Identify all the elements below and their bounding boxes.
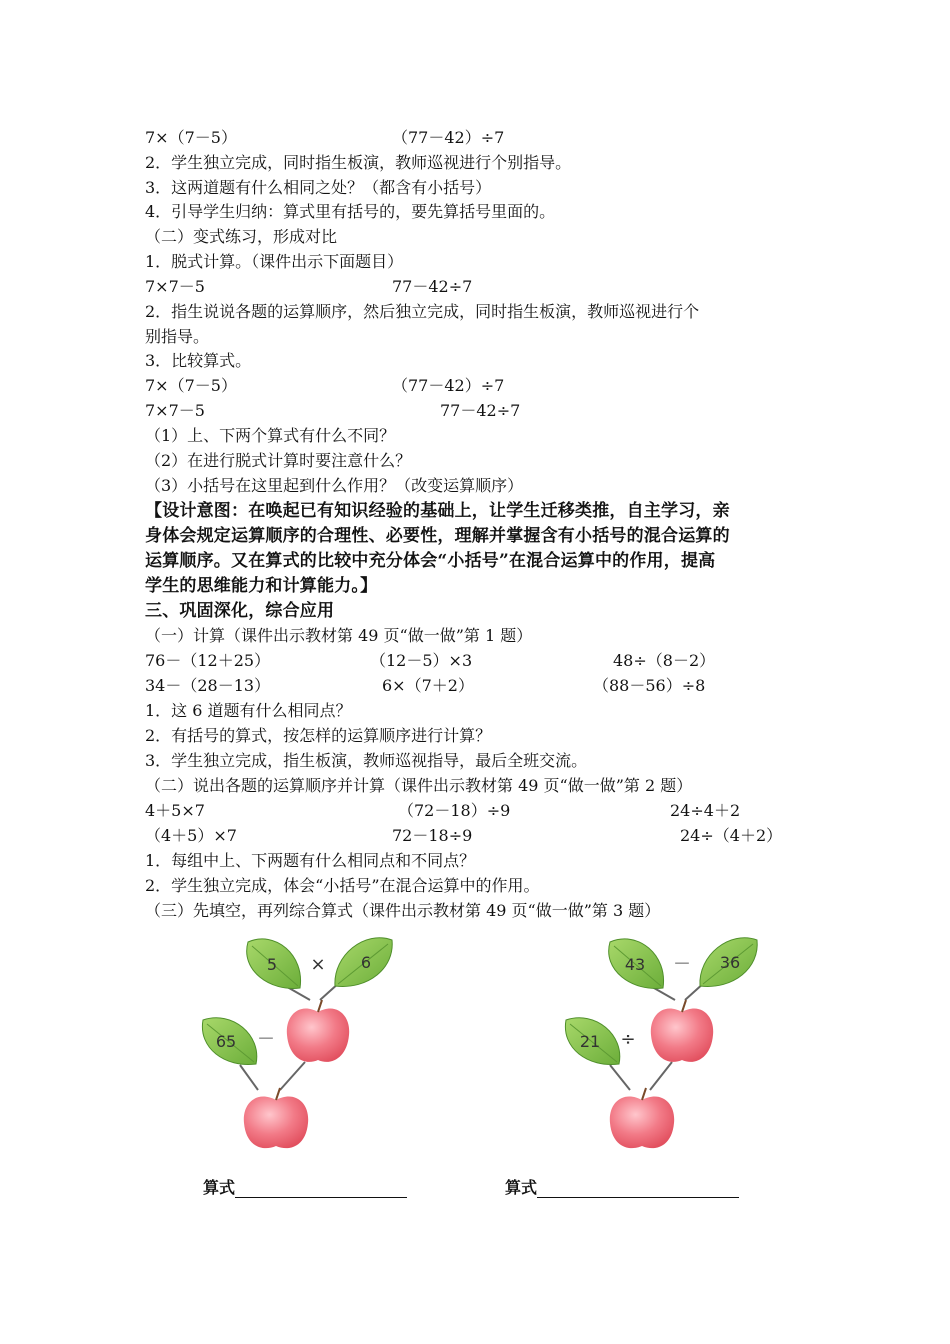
- text-line: 3．比较算式。: [145, 351, 252, 370]
- leaf-number: 21: [579, 1032, 601, 1051]
- text-line: 4．引导学生归纳：算式里有括号的，要先算括号里面的。: [145, 202, 556, 221]
- formula-label: 算式: [203, 1178, 236, 1197]
- subsection-title: （一）计算（课件出示教材第 49 页“做一做”第 1 题）: [145, 626, 533, 645]
- apple-tree-2: [565, 938, 757, 1148]
- design-intent-line: 【设计意图：在唤起已有知识经验的基础上，让学生迁移类推，自主学习，亲: [145, 501, 730, 521]
- formula-label: 算式: [505, 1178, 538, 1197]
- text-line: 3．这两道题有什么相同之处？（都含有小括号）: [145, 178, 492, 197]
- expr-cell: 77－42÷7: [392, 277, 473, 296]
- expr-row: [145, 126, 237, 150]
- text-line: （2）在进行脱式计算时要注意什么？: [145, 451, 412, 470]
- text-line: （3）小括号在这里起到什么作用？（改变运算顺序）: [145, 476, 524, 495]
- expr-cell: （77－42）÷7: [392, 376, 505, 395]
- text-line: （二）变式练习，形成对比: [145, 227, 338, 246]
- section-heading: 三、巩固深化，综合应用: [145, 601, 335, 621]
- apple-icon: [244, 1088, 308, 1148]
- formula-field-1[interactable]: [203, 1175, 407, 1198]
- expr-cell: 48÷（8－2）: [613, 651, 716, 670]
- design-intent-line: 身体会规定运算顺序的合理性、必要性，理解并掌握含有小括号的混合运算的: [145, 526, 730, 546]
- expr-cell: 6×（7＋2）: [382, 676, 474, 695]
- subsection-title: （二）说出各题的运算顺序并计算（课件出示教材第 49 页“做一做”第 2 题）: [145, 776, 693, 795]
- expr-cell: 24÷4＋2: [670, 801, 741, 820]
- expr-cell: 72－18÷9: [392, 826, 473, 845]
- operator: ÷: [620, 1029, 636, 1050]
- text-line: 别指导。: [145, 327, 210, 346]
- text-line: 3．学生独立完成，指生板演，教师巡视指导，最后全班交流。: [145, 751, 588, 770]
- apple-tree-diagrams: [0, 920, 950, 1180]
- expr-cell: 7×（7－5）: [145, 128, 237, 147]
- leaf-number: 65: [215, 1032, 237, 1051]
- expr-cell: 4＋5×7: [145, 801, 205, 820]
- text-line: 2．指生说说各题的运算顺序，然后独立完成，同时指生板演，教师巡视进行个: [145, 302, 700, 321]
- subsection-title: （三）先填空，再列综合算式（课件出示教材第 49 页“做一做”第 3 题）: [145, 901, 661, 920]
- answer-blank[interactable]: [235, 1179, 407, 1198]
- design-intent-line: 运算顺序。又在算式的比较中充分体会“小括号”在混合运算中的作用，提高: [145, 551, 716, 571]
- operator: －: [673, 954, 691, 975]
- expr-cell: 34－（28－13）: [145, 676, 271, 695]
- expr-cell: 77－42÷7: [440, 401, 521, 420]
- expr-cell: （4＋5）×7: [145, 826, 237, 845]
- expr-cell: （88－56）÷8: [593, 676, 706, 695]
- text-line: 1．每组中上、下两题有什么相同点和不同点？: [145, 851, 476, 870]
- leaf-number: 43: [624, 955, 646, 974]
- expr-cell: 7×（7－5）: [145, 376, 237, 395]
- apple-tree-1: [202, 938, 392, 1148]
- expr-cell: 76－（12＋25）: [145, 651, 271, 670]
- answer-blank[interactable]: [537, 1179, 739, 1198]
- text-line: （1）上、下两个算式有什么不同？: [145, 426, 396, 445]
- expr-cell: 24÷（4＋2）: [680, 826, 783, 845]
- text-line: 1．脱式计算。（课件出示下面题目）: [145, 252, 404, 271]
- design-intent-line: 学生的思维能力和计算能力。】: [145, 576, 378, 596]
- expr-cell: 7×7－5: [145, 277, 205, 296]
- expr-cell: （72－18）÷9: [398, 801, 511, 820]
- apple-icon: [651, 1000, 713, 1062]
- leaf-number: 5: [266, 955, 278, 974]
- operator: －: [257, 1029, 275, 1050]
- expr-cell: （77－42）÷7: [392, 128, 505, 147]
- expr-cell: 7×7－5: [145, 401, 205, 420]
- formula-field-2[interactable]: [505, 1175, 739, 1198]
- apple-icon: [287, 1000, 349, 1062]
- text-line: 2．学生独立完成，同时指生板演，教师巡视进行个别指导。: [145, 153, 572, 172]
- text-line: 1．这 6 道题有什么相同点？: [145, 701, 352, 720]
- leaf-number: 36: [719, 953, 741, 972]
- operator: ×: [310, 954, 326, 975]
- text-line: 2．学生独立完成，体会“小括号”在混合运算中的作用。: [145, 876, 540, 895]
- leaf-number: 6: [360, 953, 372, 972]
- expr-cell: （12－5）×3: [370, 651, 473, 670]
- text-line: 2．有括号的算式，按怎样的运算顺序进行计算？: [145, 726, 492, 745]
- apple-icon: [610, 1088, 674, 1148]
